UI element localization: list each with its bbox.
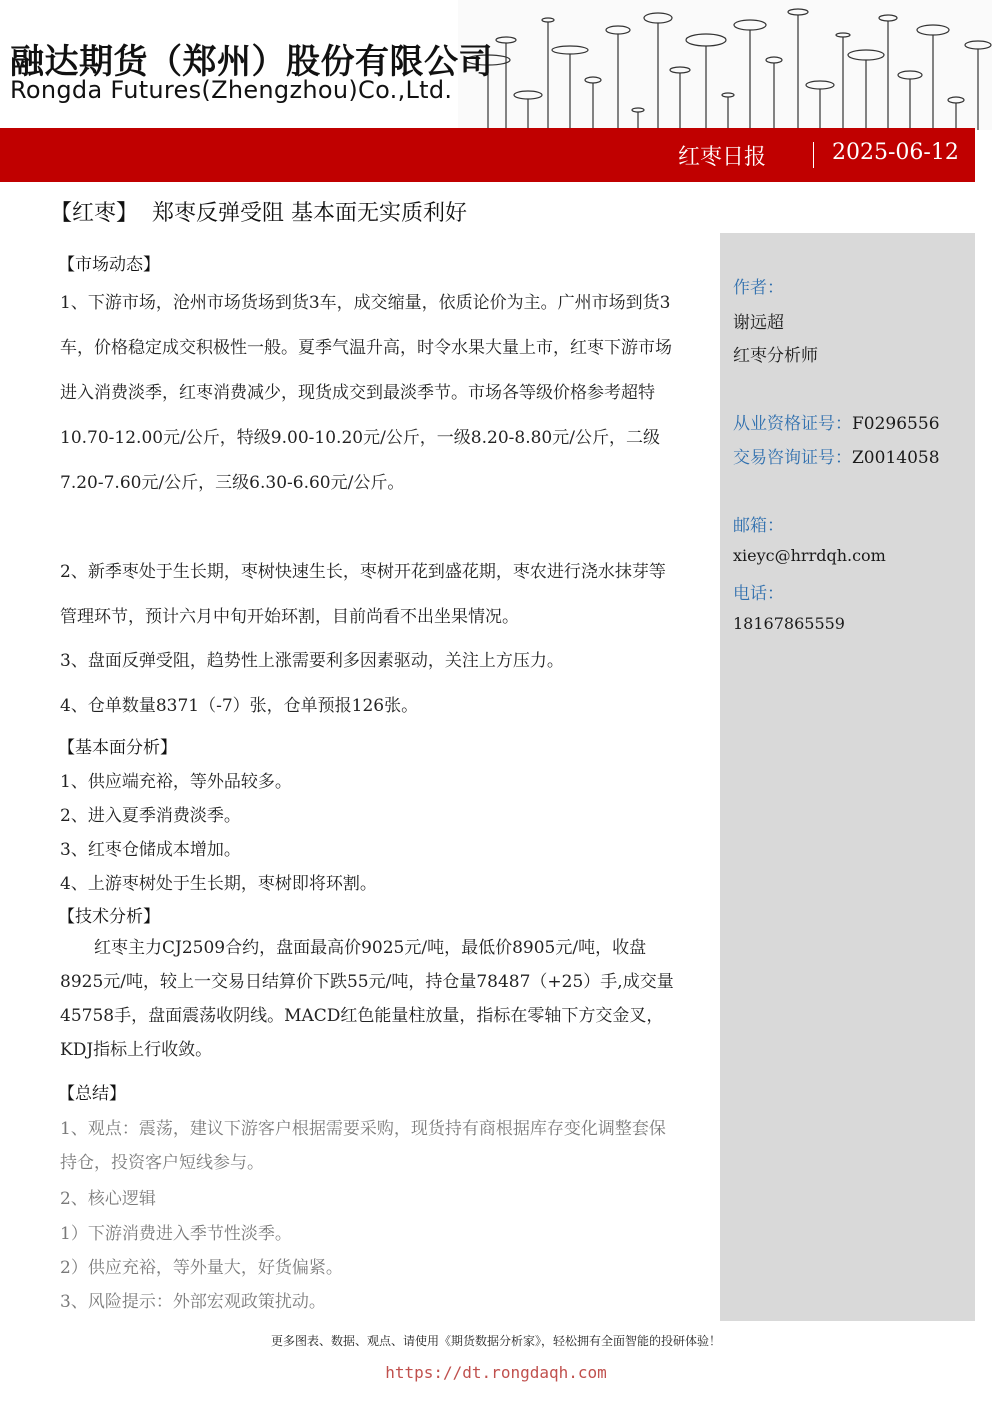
consult-line (733, 443, 940, 468)
market-item: 4、仓单数量8371（-7）张，仓单预报126张。 (60, 696, 419, 716)
summary-item: 3、风险提示：外部宏观政策扰动。 (60, 1292, 326, 1312)
company-name-en: Rongda Futures(Zhengzhou)Co.,Ltd. (10, 76, 453, 104)
market-item: 3、盘面反弹受阻，趋势性上涨需要利多因素驱动，关注上方压力。 (60, 651, 564, 671)
fundamental-item: 2、进入夏季消费淡季。 (60, 806, 241, 826)
author-sidebar (720, 233, 975, 1321)
market-item: 2、新季枣处于生长期，枣树快速生长，枣树开花到盛花期，枣农进行浇水抹芽等管理环节，预计六月中旬开始环割，目前尚看不出坐果情况。 (60, 562, 666, 627)
report-date: 2025-06-12 (832, 140, 959, 165)
footer-url-link[interactable]: https://dt.rongdaqh.com (385, 1363, 607, 1382)
technical-text: 红枣主力CJ2509合约，盘面最高价9025元/吨，最低价8905元/吨，收盘8925元/吨，较上一交易日结算价下跌55元/吨，持仓量78487（+25）手,成交量45758手，盘面震荡收阴线。MACD红色能量柱放量，指标在零轴下方交金叉，KDJ指标上行收敛。 (60, 938, 674, 1060)
author-label: 作者： (733, 278, 784, 298)
phone-value: 18167865559 (733, 614, 845, 633)
email-label: 邮箱： (733, 516, 784, 536)
author-name: 谢远超 (733, 313, 784, 333)
report-header (0, 0, 992, 130)
qualification-number: F0296556 (852, 414, 940, 434)
fundamental-item: 3、红枣仓储成本增加。 (60, 840, 241, 860)
email-value: xieyc@hrrdqh.com (733, 546, 886, 565)
fundamental-item: 1、供应端充裕，等外品较多。 (60, 772, 292, 792)
headline-text: 郑枣反弹受阻 基本面无实质利好 (152, 201, 468, 226)
market-item: 1、下游市场，沧州市场货场到货3车，成交缩量，依质论价为主。广州市场到货3车，价格稳定成交积极性一般。夏季气温升高，时令水果大量上市，红枣下游市场进入消费淡季，红枣消费减少，现货成交到最淡季节。市场各等级价格参考超特10.70-12.00元/公斤，特级9.00-10.20元/公斤，一级8.20-8.80元/公斤，二级7.20-7.60元/公斤，三级6.30-6.60元/公斤。 (60, 293, 672, 493)
company-name-cn: 融达期货（郑州）股份有限公司 (10, 42, 493, 82)
title-bar-divider (813, 142, 814, 168)
section-title-technical: 【技术分析】 (58, 907, 160, 927)
summary-item: 2、核心逻辑 (60, 1189, 156, 1209)
report-name: 红枣日报 (678, 145, 767, 170)
decorative-circles-graphic (458, 0, 992, 130)
qualification-line (733, 409, 940, 434)
section-title-summary: 【总结】 (58, 1084, 126, 1104)
headline-tag: 【红枣】 (50, 201, 139, 226)
report-headline (50, 196, 467, 227)
summary-item: 1）下游消费进入季节性淡季。 (60, 1224, 292, 1244)
author-title: 红枣分析师 (733, 346, 818, 366)
qualification-label: 从业资格证号： (733, 414, 852, 434)
footer-promo: 更多图表、数据、观点、请使用《期货数据分析家》，轻松拥有全面智能的投研体验！ (270, 1334, 721, 1348)
summary-item: 1、观点：震荡，建议下游客户根据需要采购，现货持有商根据库存变化调整套保持仓，投资客户短线参与。 (60, 1119, 666, 1173)
summary-item: 2）供应充裕，等外量大，好货偏紧。 (60, 1258, 343, 1278)
section-title-market: 【市场动态】 (58, 255, 160, 275)
fundamental-item: 4、上游枣树处于生长期，枣树即将环割。 (60, 874, 377, 894)
phone-label: 电话： (733, 584, 784, 604)
consult-number: Z0014058 (852, 448, 940, 468)
section-title-fundamental: 【基本面分析】 (58, 738, 177, 758)
consult-label: 交易咨询证号： (733, 448, 852, 468)
title-bar (0, 128, 975, 182)
